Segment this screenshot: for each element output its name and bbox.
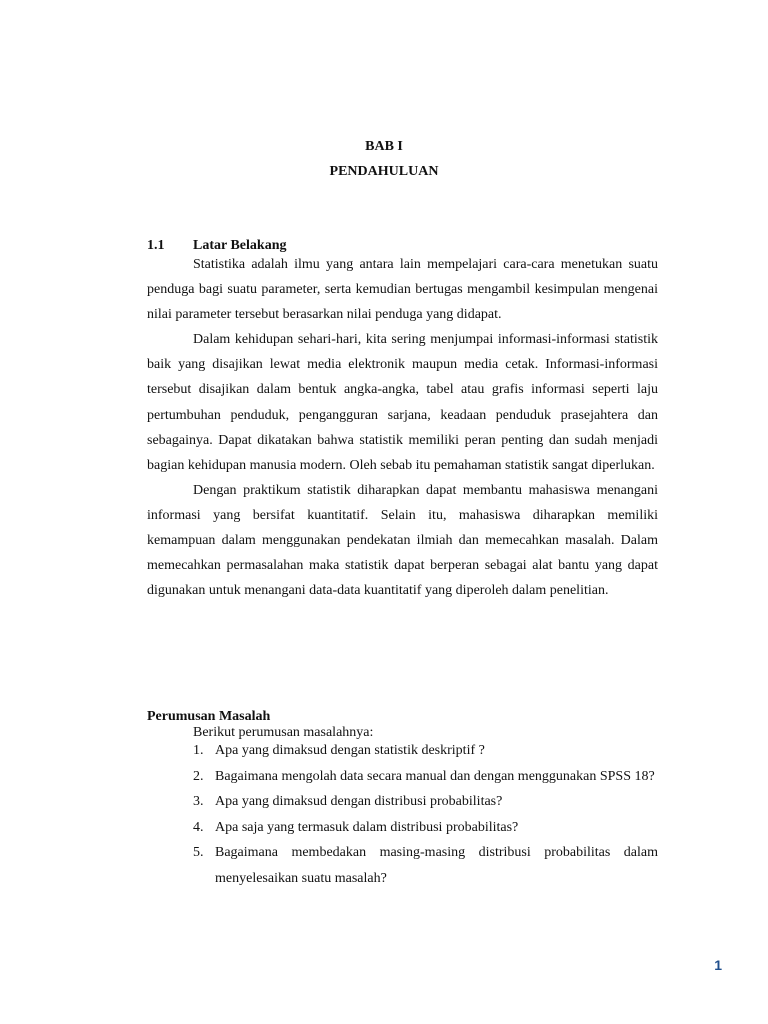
list-number: 4. — [193, 819, 204, 835]
list-text: Apa yang dimaksud dengan statistik deskriptif ? — [215, 743, 485, 758]
section-title: Latar Belakang — [193, 238, 287, 253]
list-item — [193, 738, 658, 764]
subsection-intro: Berikut perumusan masalahnya: — [193, 725, 374, 740]
list-text: Bagaimana membedakan masing-masing distribusi probabilitas dalam menyelesaikan suatu masalah? — [215, 845, 658, 886]
paragraph: Dalam kehidupan sehari-hari, kita sering menjumpai informasi-informasi statistik baik yang disajikan lewat media elektronik maupun media cetak. Informasi-informasi tersebut disajikan dalam bentuk angka-angka, tabel atau grafis informasi seperti laju pertumbuhan penduduk, pengangguran sarjana, keadaan penduduk prasejahtera dan sebagainya. Dapat dikatakan bahwa statistik memiliki peran penting dan sudah menjadi bagian kehidupan manusia modern. Oleh sebab itu pemahaman statistik sangat diperlukan. — [147, 332, 658, 473]
list-item — [193, 789, 658, 815]
list-item — [193, 815, 658, 841]
paragraph: Statistika adalah ilmu yang antara lain mempelajari cara-cara menetukan suatu penduga bagi suatu parameter, serta kemudian bertugas mengambil kesimpulan mengenai nilai parameter tersebut berasarkan nilai penduga yang didapat. — [147, 257, 658, 323]
list-number: 1. — [193, 743, 204, 758]
list-number: 3. — [193, 794, 204, 809]
problem-list — [193, 738, 658, 891]
list-number: 5. — [193, 845, 204, 860]
list-text: Apa yang dimaksud dengan distribusi probabilitas? — [215, 794, 503, 809]
list-item — [193, 840, 658, 891]
list-item — [193, 764, 658, 790]
subsection-title: Perumusan Masalah — [147, 709, 271, 724]
chapter-number: BAB I — [365, 139, 403, 154]
list-text: Bagaimana mengolah data secara manual dan dengan menggunakan SPSS 18? — [215, 768, 655, 784]
page-number: 1 — [714, 957, 722, 973]
chapter-title: PENDAHULUAN — [329, 164, 439, 179]
section-body — [147, 252, 658, 603]
list-text: Apa saja yang termasuk dalam distribusi probabilitas? — [215, 819, 519, 835]
section-number: 1.1 — [147, 238, 165, 253]
list-number: 2. — [193, 768, 204, 784]
paragraph: Dengan praktikum statistik diharapkan dapat membantu mahasiswa menangani informasi yang bersifat kuantitatif. Selain itu, mahasiswa diharapkan memiliki kemampuan dalam menggunakan pendekatan ilmiah dan memecahkan masalah. Dalam memecahkan permasalahan maka statistik dapat berperan sebagai alat bantu yang dapat digunakan untuk menangani data-data kuantitatif yang diperoleh dalam penelitian. — [147, 482, 658, 599]
